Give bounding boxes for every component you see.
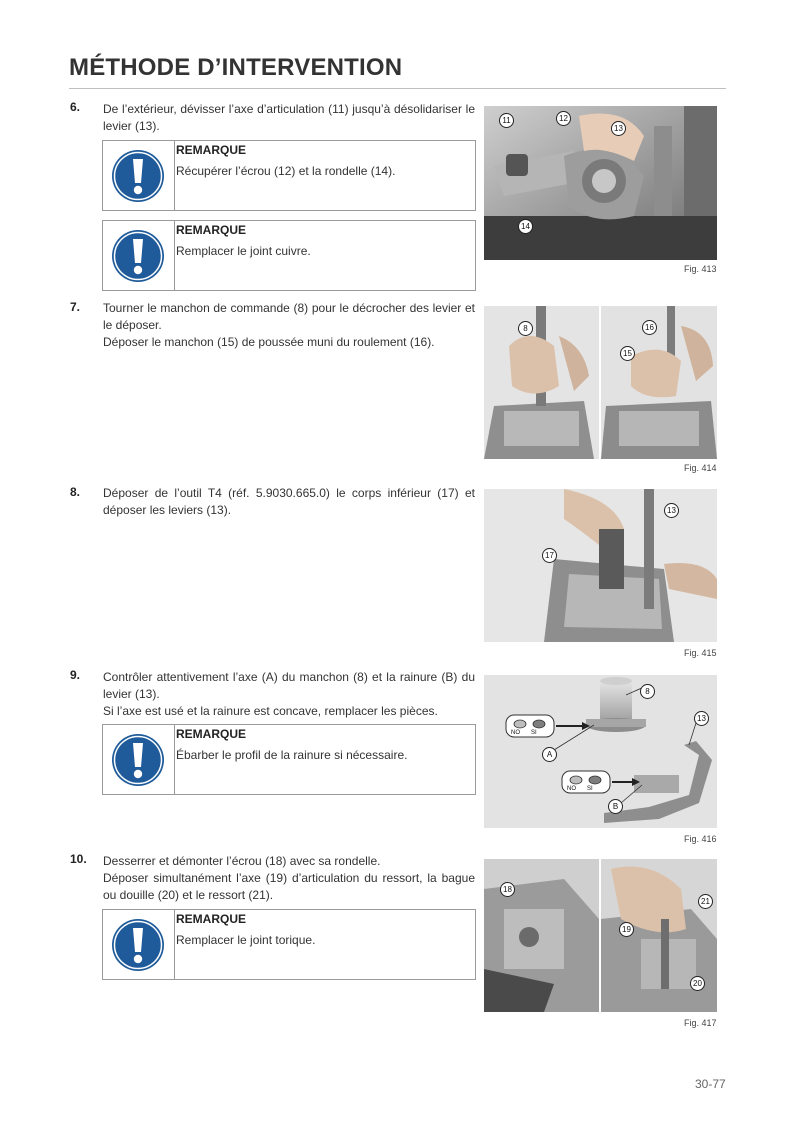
figure-callout: 17 — [542, 548, 557, 563]
figure-callout: 20 — [690, 976, 705, 991]
remark-title: REMARQUE — [176, 912, 247, 926]
badge-no: NO — [567, 786, 576, 792]
figure-caption: Fig. 416 — [684, 834, 717, 844]
step-text: Déposer le manchon (15) de poussée muni du roulement (16). — [103, 335, 435, 349]
step-text: Déposer simultanément l’axe (19) d’articulation du ressort, la bague ou douille (20) et le ressort (21). — [103, 871, 475, 902]
figure-caption: Fig. 414 — [684, 463, 717, 473]
step-text: De l’extérieur, dévisser l’axe d’articulation (11) jusqu’à désolidariser le levier (13). — [103, 102, 475, 133]
remark-box — [102, 220, 476, 291]
figure-callout: 21 — [698, 894, 713, 909]
figure-caption: Fig. 413 — [684, 264, 717, 274]
remark-box — [102, 724, 476, 795]
step-text: Tourner le manchon de commande (8) pour le décrocher des levier et le déposer. — [103, 301, 475, 332]
step-number: 6. — [70, 100, 81, 114]
step-number: 9. — [70, 668, 81, 682]
exclamation-circle-icon — [111, 229, 165, 283]
figure-photo — [484, 675, 717, 828]
remark-title: REMARQUE — [176, 143, 247, 157]
badge-si: SI — [587, 786, 593, 792]
remark-title: REMARQUE — [176, 727, 247, 741]
figure-callout: 8 — [518, 321, 533, 336]
badge-no: NO — [511, 730, 520, 736]
remark-title: REMARQUE — [176, 223, 247, 237]
figure-callout: A — [542, 747, 557, 762]
step-text: Desserrer et démonter l’écrou (18) avec sa rondelle. — [103, 854, 381, 868]
figure-callout: B — [608, 799, 623, 814]
figure-photo — [484, 489, 717, 642]
figure-callout: 14 — [518, 219, 533, 234]
remark-box — [102, 909, 476, 980]
figure-callout: 19 — [619, 922, 634, 937]
figure-photo — [601, 306, 717, 459]
figure-callout: 13 — [694, 711, 709, 726]
remark-text: Ébarber le profil de la rainure si nécessaire. — [176, 748, 408, 762]
remark-text: Récupérer l’écrou (12) et la rondelle (14). — [176, 164, 396, 178]
step-text: Déposer de l’outil T4 (réf. 5.9030.665.0) le corps inférieur (17) et déposer les leviers (13). — [103, 486, 475, 517]
figure-caption: Fig. 415 — [684, 648, 717, 658]
remark-box — [102, 140, 476, 211]
step-text: Contrôler attentivement l’axe (A) du manchon (8) et la rainure (B) du levier (13). — [103, 670, 475, 701]
figure-caption: Fig. 417 — [684, 1018, 717, 1028]
figure-callout: 15 — [620, 346, 635, 361]
figure-photo — [484, 859, 599, 1012]
exclamation-circle-icon — [111, 918, 165, 972]
figure-callout: 13 — [611, 121, 626, 136]
page-number: 30-77 — [695, 1077, 726, 1091]
figure-photo — [601, 859, 717, 1012]
figure-callout: 18 — [500, 882, 515, 897]
step-number: 7. — [70, 300, 81, 314]
title-divider — [69, 88, 726, 89]
remark-text: Remplacer le joint torique. — [176, 933, 316, 947]
step-text: Si l’axe est usé et la rainure est concave, remplacer les pièces. — [103, 704, 438, 718]
figure-callout: 13 — [664, 503, 679, 518]
exclamation-circle-icon — [111, 149, 165, 203]
exclamation-circle-icon — [111, 733, 165, 787]
figure-callout: 11 — [499, 113, 514, 128]
figure-callout: 16 — [642, 320, 657, 335]
badge-si: SI — [531, 730, 537, 736]
figure-callout: 8 — [640, 684, 655, 699]
page-title: MÉTHODE D’INTERVENTION — [69, 54, 403, 81]
remark-text: Remplacer le joint cuivre. — [176, 244, 311, 258]
step-number: 8. — [70, 485, 81, 499]
step-number: 10. — [70, 852, 87, 866]
figure-photo — [484, 306, 599, 459]
figure-photo — [484, 106, 717, 260]
figure-callout: 12 — [556, 111, 571, 126]
